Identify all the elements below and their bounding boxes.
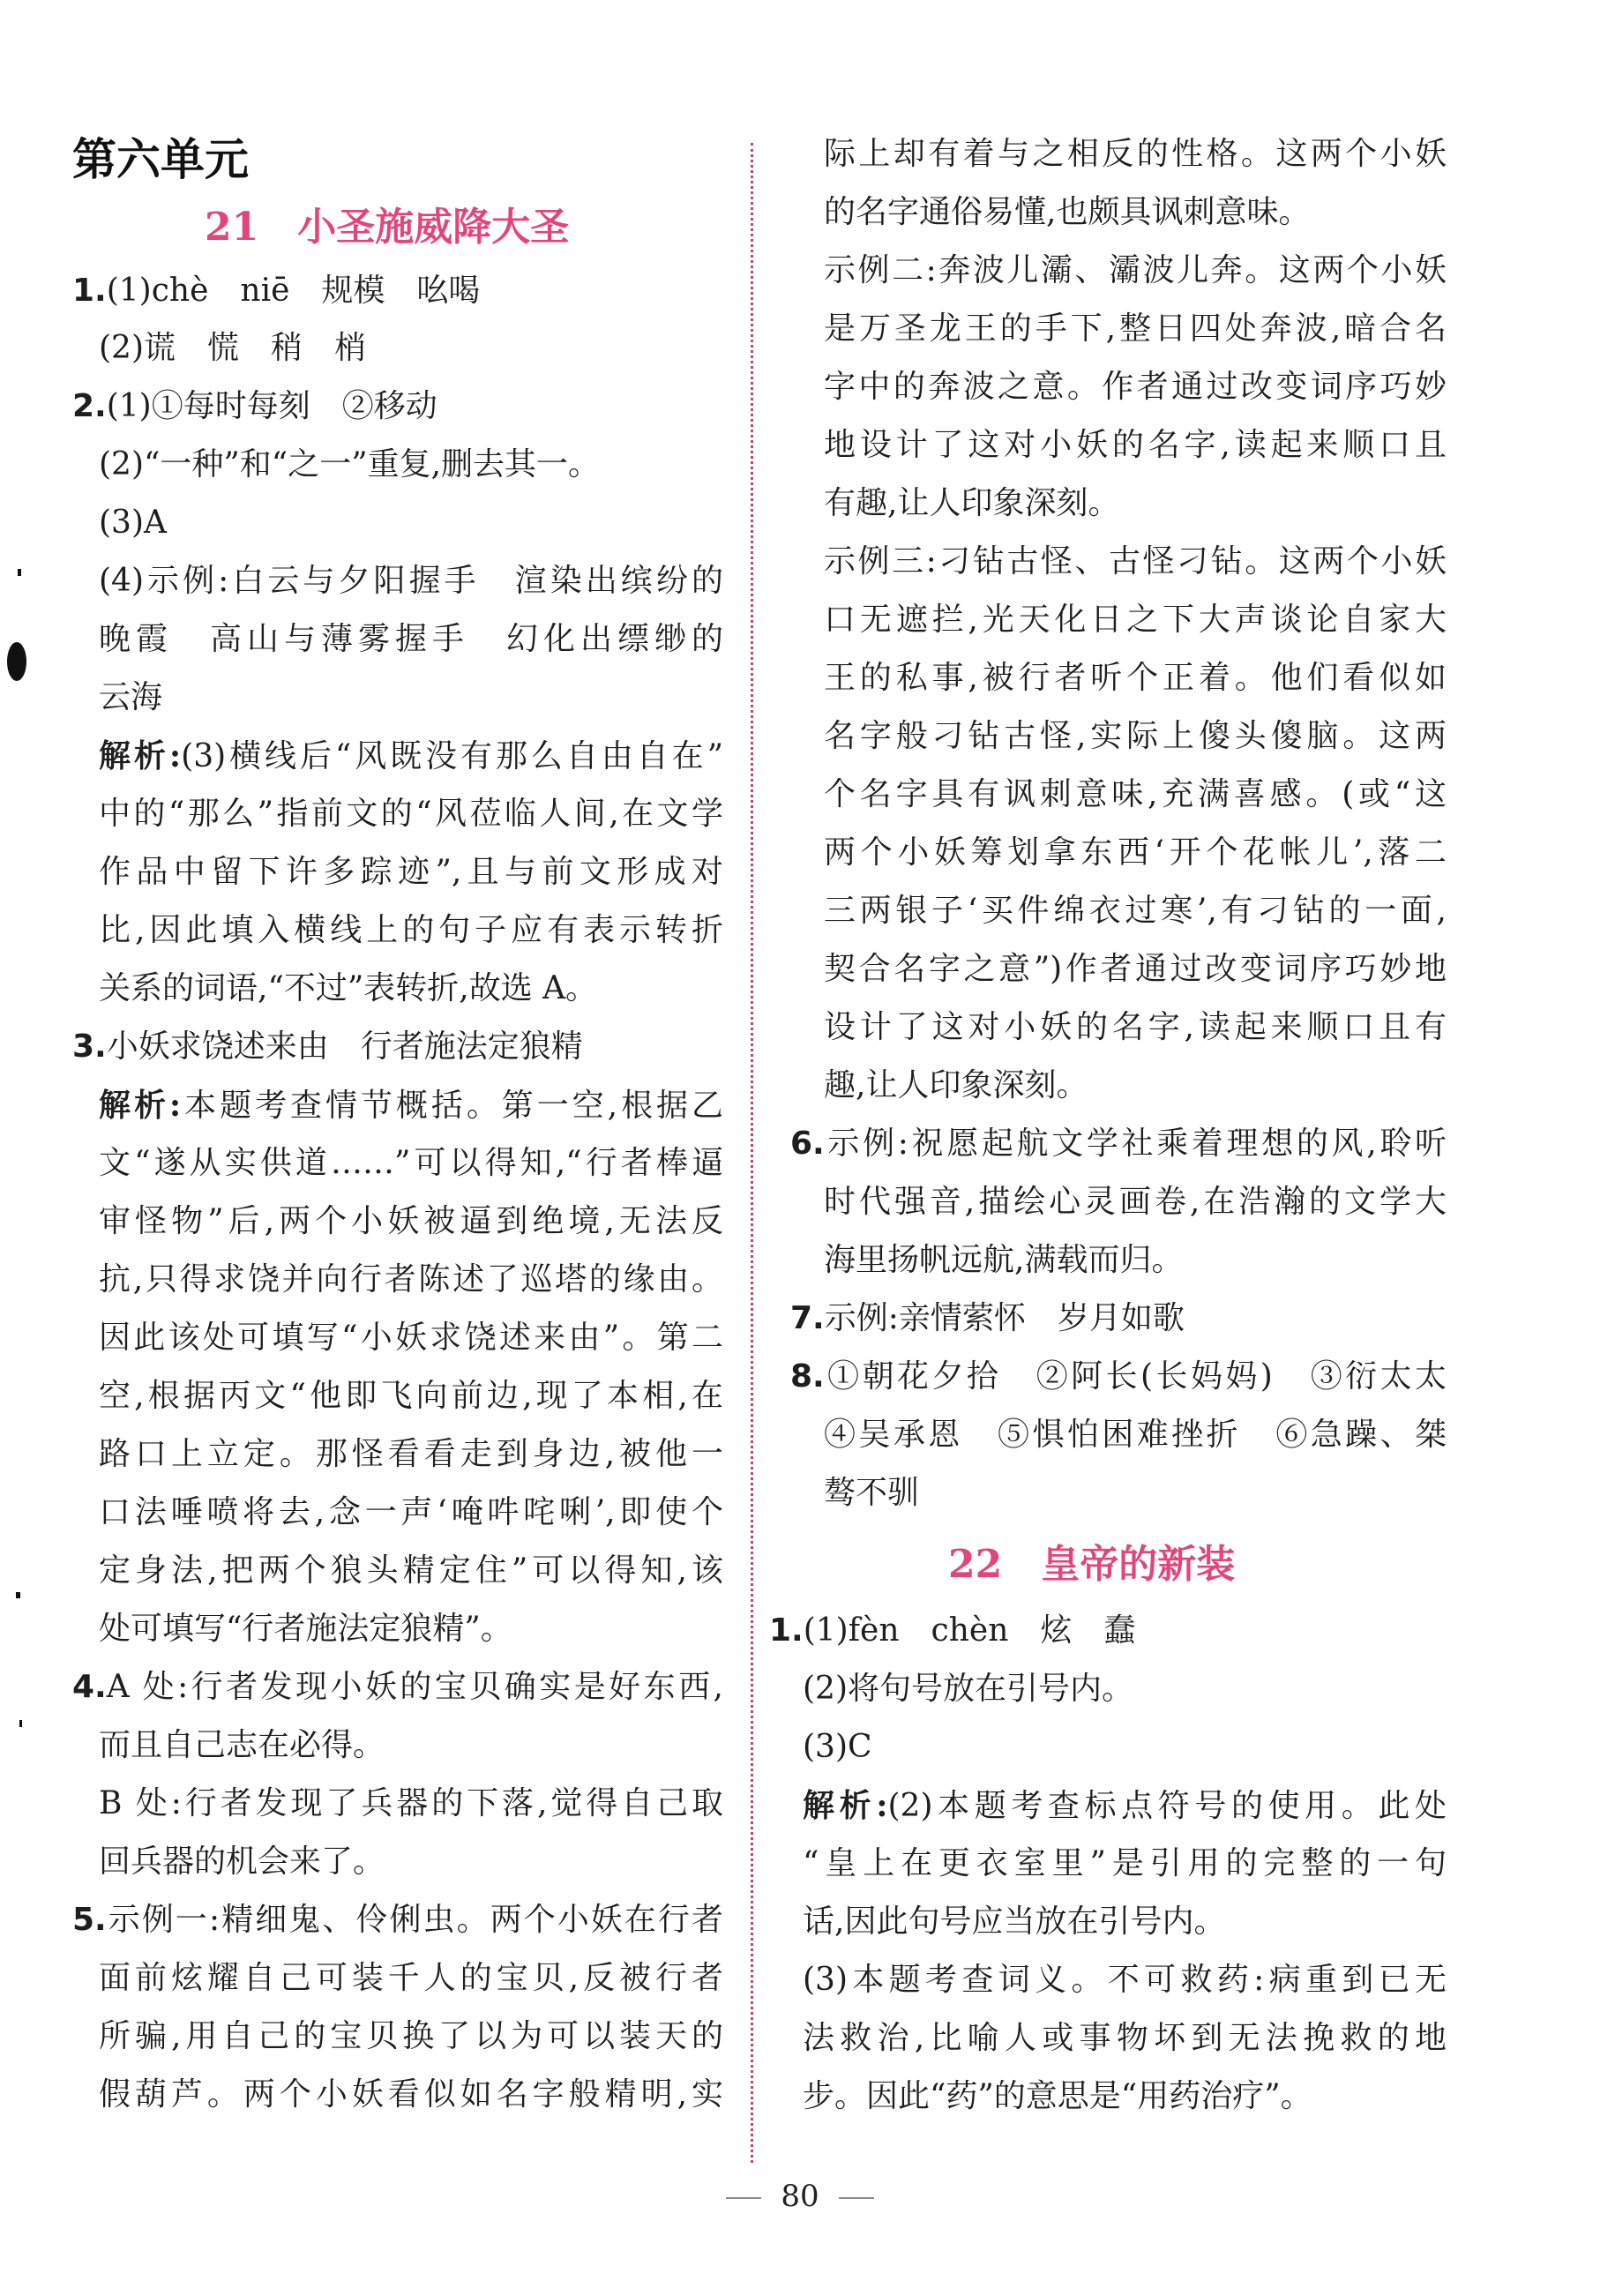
l21-q3-text1: 小妖求饶述来由 行者施法定狼精	[106, 1028, 583, 1065]
l21-q5-line5: 际上却有着与之相反的性格。这两个小妖	[824, 136, 1447, 172]
l21-q2-line2: (2)“一种”和“之一”重复,删去其一。	[99, 446, 601, 482]
l22-q1-analysis-l1	[803, 1780, 1447, 1832]
column-divider	[751, 143, 753, 2163]
page-number-dash-left	[726, 2197, 761, 2199]
unit-title: 第六单元	[72, 133, 249, 185]
l21-q3-analysis-l2: 文“遂从实供道……”可以得知,“行者棒逼	[99, 1145, 723, 1181]
l21-q5-line2: 面前炫耀自己可装千人的宝贝,反被行者	[99, 1960, 723, 1996]
l21-q3-analysis-l1	[99, 1080, 723, 1132]
l22-q1-num: 1.	[769, 1612, 804, 1649]
l21-q3-analysis-l6: 空,根据丙文“他即飞向前边,现了本相,在	[99, 1378, 723, 1414]
scan-speck-mark	[19, 1720, 22, 1727]
l21-q2-line4: (4)示例:白云与夕阳握手 渲染出缤纷的	[99, 563, 723, 599]
l21-q5-line20: 设计了这对小妖的名字,读起来顺口且有	[824, 1009, 1447, 1045]
l21-q3-analysis-l9: 定身法,把两个狼头精定住”可以得知,该	[99, 1552, 723, 1589]
l21-q8-num: 8.	[790, 1358, 825, 1395]
l22-q1-line1	[769, 1605, 1135, 1657]
l21-q5-text1: 示例一:精细鬼、伶俐虫。两个小妖在行者	[106, 1902, 723, 1938]
l22-q1-analysis-l4: (3)本题考查词义。不可救药:病重到已无	[803, 1962, 1447, 1998]
l21-q8-line2: ④吴承恩 ⑤惧怕困难挫折 ⑥急躁、桀	[824, 1417, 1447, 1453]
l21-q3-analysis-l4: 抗,只得求饶并向行者陈述了巡塔的缘由。	[99, 1261, 723, 1298]
l21-q4-line4: 回兵器的机会来了。	[99, 1844, 385, 1880]
page-number	[0, 2179, 1600, 2214]
l21-q5-line17: 两个小妖筹划拿东西‘开个花帐儿’,落二	[824, 834, 1447, 871]
l21-q5-num: 5.	[72, 1902, 107, 1938]
lesson-22-title: 皇帝的新装	[1041, 1542, 1236, 1587]
l21-q2-analysis-l1	[99, 730, 723, 782]
l22-q1-analysis-text1: (2)本题考查标点符号的使用。此处	[887, 1788, 1447, 1824]
lesson-21-title: 小圣施威降大圣	[297, 205, 570, 250]
l21-q2-line1	[72, 381, 437, 432]
l21-q5-line12: 示例三:刁钻古怪、古怪刁钻。这两个小妖	[824, 543, 1447, 580]
l21-q1-num: 1.	[72, 273, 107, 309]
l21-q3-line1	[72, 1021, 583, 1073]
l21-q3-analysis-l3: 审怪物”后,两个小妖被逼到绝境,无法反	[99, 1203, 723, 1239]
l21-q2-line6: 云海	[99, 679, 163, 715]
l21-q3-analysis-text1: 本题考查情节概括。第一空,根据乙	[181, 1088, 723, 1124]
l21-q5-line10: 地设计了这对小妖的名字,读起来顺口且	[824, 427, 1447, 463]
l21-q6-line1	[790, 1118, 1447, 1170]
l21-q8-line3: 骜不驯	[824, 1475, 920, 1511]
l21-q4-line1	[72, 1662, 723, 1713]
l21-q5-line8: 是万圣龙王的手下,整日四处奔波,暗合名	[824, 310, 1447, 347]
l21-q2-analysis-l4: 比,因此填入横线上的句子应有表示转折	[99, 912, 723, 948]
l21-q6-text1: 示例:祝愿起航文学社乘着理想的风,聆听	[824, 1126, 1447, 1162]
l21-q4-text1: A 处:行者发现小妖的宝贝确实是好东西,	[106, 1669, 723, 1705]
scan-speck-mark	[16, 1592, 20, 1598]
l21-q1-line2: (2)谎 慌 稍 梢	[99, 330, 366, 366]
l21-q5-line18: 三两银子‘买件绵衣过寒’,有刁钻的一面,	[824, 893, 1447, 929]
l22-q1-line2: (2)将句号放在引号内。	[803, 1671, 1133, 1707]
l21-q2-line3: (3)A	[99, 505, 167, 541]
l21-q2-analysis-label: 解析:	[99, 737, 182, 774]
l21-q2-analysis-l3: 作品中留下许多踪迹”,且与前文形成对	[99, 854, 723, 890]
l21-q2-num: 2.	[72, 388, 107, 424]
l21-q8-line1	[790, 1351, 1447, 1402]
l21-q2-text1: (1)①每时每刻 ②移动	[106, 388, 437, 424]
l21-q3-num: 3.	[72, 1028, 107, 1065]
l22-q1-line3: (3)C	[803, 1729, 872, 1765]
scan-speck-mark	[18, 569, 21, 576]
l22-q1-analysis-l6: 步。因此“药”的意思是“用药治疗”。	[803, 2078, 1312, 2114]
l21-q2-analysis-l5: 关系的词语,“不过”表转折,故选 A。	[99, 970, 598, 1006]
l21-q6-line3: 海里扬帆远航,满载而归。	[824, 1242, 1184, 1278]
l21-q5-line6: 的名字通俗易懂,也颇具讽刺意味。	[824, 194, 1311, 230]
page-number-dash-right	[839, 2197, 874, 2199]
l21-q5-line13: 口无遮拦,光天化日之下大声谈论自家大	[824, 602, 1447, 638]
l21-q5-line9: 字中的奔波之意。作者通过改变词序巧妙	[824, 369, 1447, 405]
l21-q4-line3: B 处:行者发现了兵器的下落,觉得自己取	[99, 1785, 723, 1821]
l22-q1-text1: (1)fèn chèn 炫 蠢	[803, 1612, 1136, 1649]
l21-q2-line5: 晚霞 高山与薄雾握手 幻化出缥缈的	[99, 621, 723, 657]
l22-q1-analysis-l2: “皇上在更衣室里”是引用的完整的一句	[803, 1845, 1447, 1881]
page-number-text: 80	[781, 2179, 819, 2214]
l21-q5-line14: 王的私事,被行者听个正着。他们看似如	[824, 660, 1447, 696]
l21-q5-line4: 假葫芦。两个小妖看似如名字般精明,实	[99, 2076, 723, 2113]
l21-q2-analysis-l2: 中的“那么”指前文的“风莅临人间,在文学	[99, 796, 723, 832]
l21-q3-analysis-label: 解析:	[99, 1087, 182, 1124]
l21-q3-analysis-l7: 路口上立定。那怪看看走到身边,被他一	[99, 1436, 723, 1472]
lesson-22-number: 22	[948, 1542, 1003, 1587]
l21-q5-line3: 所骗,用自己的宝贝换了以为可以装天的	[99, 2018, 723, 2054]
l21-q7-num: 7.	[790, 1300, 825, 1336]
l21-q6-num: 6.	[790, 1126, 825, 1162]
l21-q5-line16: 个名字具有讽刺意味,充满喜感。(或“这	[824, 776, 1447, 812]
l21-q5-line19: 契合名字之意”)作者通过改变词序巧妙地	[824, 951, 1447, 987]
l22-q1-analysis-l3: 话,因此句号应当放在引号内。	[803, 1903, 1226, 1940]
lesson-22-heading	[948, 1537, 1235, 1593]
l21-q5-line21: 趣,让人印象深刻。	[824, 1067, 1088, 1103]
l22-q1-analysis-label: 解析:	[803, 1787, 888, 1824]
lesson-21-number: 21	[205, 205, 259, 250]
scan-blot-mark	[7, 642, 26, 681]
l21-q4-num: 4.	[72, 1669, 107, 1705]
l22-q1-analysis-l5: 法救治,比喻人或事物坏到无法挽救的地	[803, 2020, 1447, 2056]
l21-q3-analysis-l5: 因此该处可填写“小妖求饶述来由”。第二	[99, 1320, 723, 1356]
l21-q5-line1	[72, 1895, 723, 1946]
l21-q6-line2: 时代强音,描绘心灵画卷,在浩瀚的文学大	[824, 1184, 1447, 1220]
l21-q3-analysis-l10: 处可填写“行者施法定狼精”。	[99, 1611, 512, 1647]
l21-q3-analysis-l8: 口法唾喷将去,念一声‘唵吽咤唎’,即使个	[99, 1494, 723, 1530]
l21-q5-line7: 示例二:奔波儿灞、灞波儿奔。这两个小妖	[824, 252, 1447, 288]
l21-q8-text1: ①朝花夕拾 ②阿长(长妈妈) ③衍太太	[824, 1358, 1447, 1395]
l21-q1-line1	[72, 265, 480, 317]
l21-q4-line2: 而且自己志在必得。	[99, 1727, 385, 1763]
l21-q5-line11: 有趣,让人印象深刻。	[824, 485, 1120, 521]
l21-q2-analysis-text1: (3)横线后“风既没有那么自由自在”	[181, 738, 723, 774]
l21-q7-line1	[790, 1293, 1185, 1344]
l21-q1-text1: (1)chè niē 规模 吆喝	[106, 273, 481, 309]
l21-q7-text1: 示例:亲情萦怀 岁月如歌	[824, 1300, 1185, 1336]
l21-q5-line15: 名字般刁钻古怪,实际上傻头傻脑。这两	[824, 718, 1447, 754]
lesson-21-heading	[205, 199, 569, 256]
